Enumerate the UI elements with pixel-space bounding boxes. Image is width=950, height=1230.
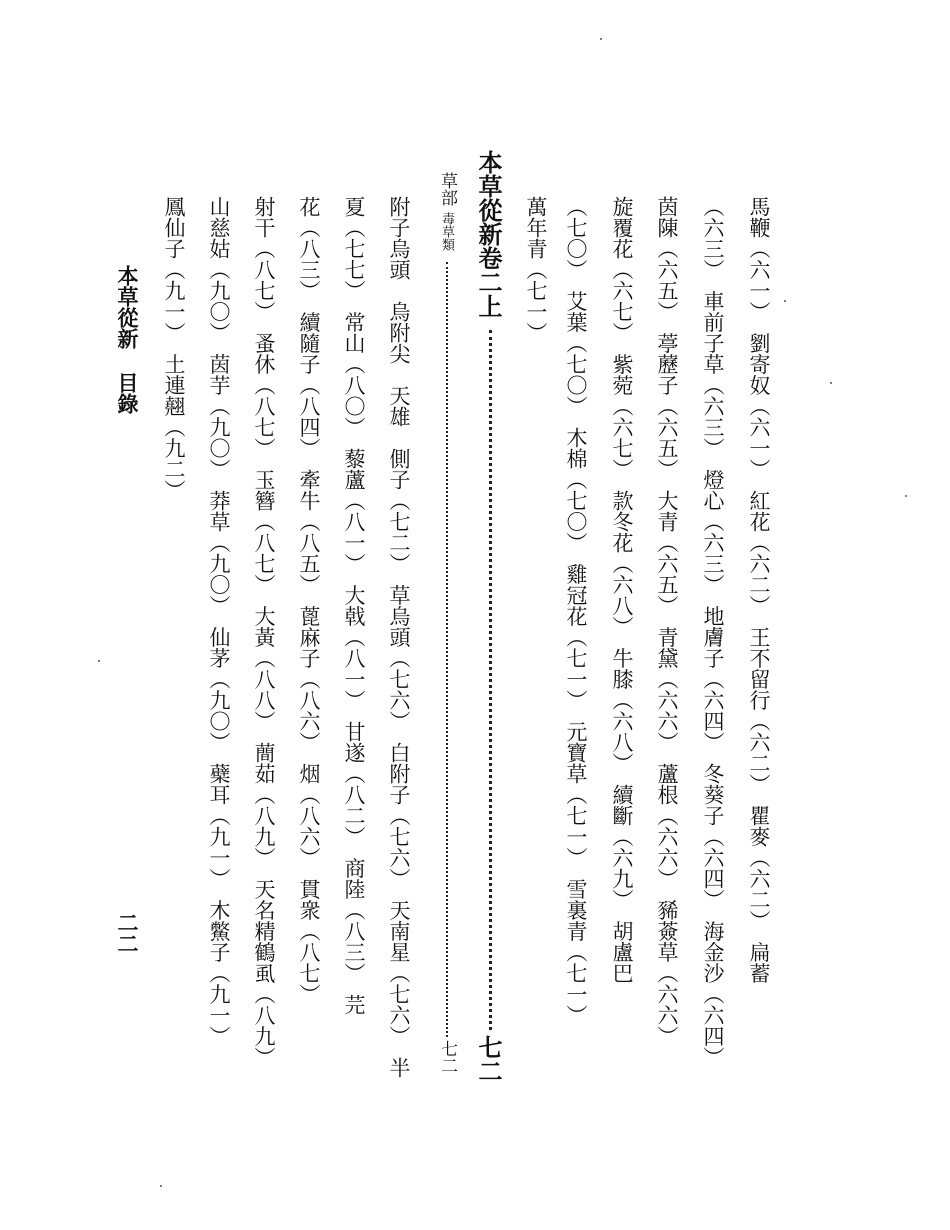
toc-column-3: 茵陳（六五） 葶藶子（六五） 大青（六五） 青黛（六六） 蘆根（六六） 豨薟草（六六）: [655, 196, 679, 1047]
chapter-page: 七二: [474, 1035, 503, 1083]
toc-column-10: 射干（八七） 蚤休（八七） 玉簪（八七） 大黃（八八） 蕳茹（八九） 天名精鶴虱（八九）: [252, 196, 276, 1068]
footer-page-number: 二二: [115, 912, 140, 954]
scan-speck: [784, 300, 786, 302]
scan-speck: [98, 660, 100, 662]
footer-book-title: 本草從新: [115, 265, 140, 349]
toc-column-6: 萬年青（七一）: [524, 196, 548, 343]
toc-column-11: 山慈姑（九〇） 茵芋（九〇） 莽草（九〇） 仙茅（九〇） 蘗耳（九一） 木鱉子（九一）: [207, 196, 231, 1047]
section-page: 七二: [437, 1040, 457, 1074]
section-note: 毒草類: [439, 212, 454, 251]
toc-column-1: 馬鞭（六一） 劉寄奴（六一） 紅花（六二） 王不留行（六二） 瞿麥（六二） 扁蓄: [747, 196, 771, 984]
section-leader-dots: [446, 262, 448, 1037]
scan-speck: [160, 1185, 162, 1187]
toc-column-12: 鳳仙子（九一） 土連翹（九二）: [162, 196, 186, 501]
section-title: 草部: [437, 172, 457, 206]
toc-column-4: 旋覆花（六七） 紫菀（六七） 款冬花（六八） 牛膝（六八） 續斷（六九） 胡盧巴: [610, 196, 634, 984]
toc-column-2: （六三） 車前子草（六三） 燈心（六三） 地膚子（六四） 冬葵子（六四） 海金沙（六四）: [701, 196, 725, 1068]
scan-speck: [830, 382, 832, 384]
scan-speck: [905, 495, 907, 497]
toc-column-9: 花（八三） 續隨子（八四） 牽牛（八五） 蓖麻子（八六） 烟（八六） 貫衆（八七）: [297, 196, 321, 1005]
chapter-title: 本草從新卷二上: [474, 150, 503, 318]
chapter-leader-dots: [489, 330, 492, 1030]
scan-speck: [600, 38, 602, 40]
toc-column-7: 附子烏頭 烏附尖 天雄 側子（七二） 草烏頭（七六） 白附子（七六） 天南星（七六） 半: [387, 196, 411, 1078]
toc-column-5: （七〇） 艾葉（七〇） 木棉（七〇） 雞冠花（七一） 元寶草（七一） 雪裏青（七一）: [564, 196, 588, 1026]
toc-column-8: 夏（七七） 常山（八〇） 藜蘆（八一） 大戟（八一） 甘遂（八二） 商陸（八三） 芫: [342, 196, 366, 1015]
footer-section: 目錄: [115, 372, 140, 414]
